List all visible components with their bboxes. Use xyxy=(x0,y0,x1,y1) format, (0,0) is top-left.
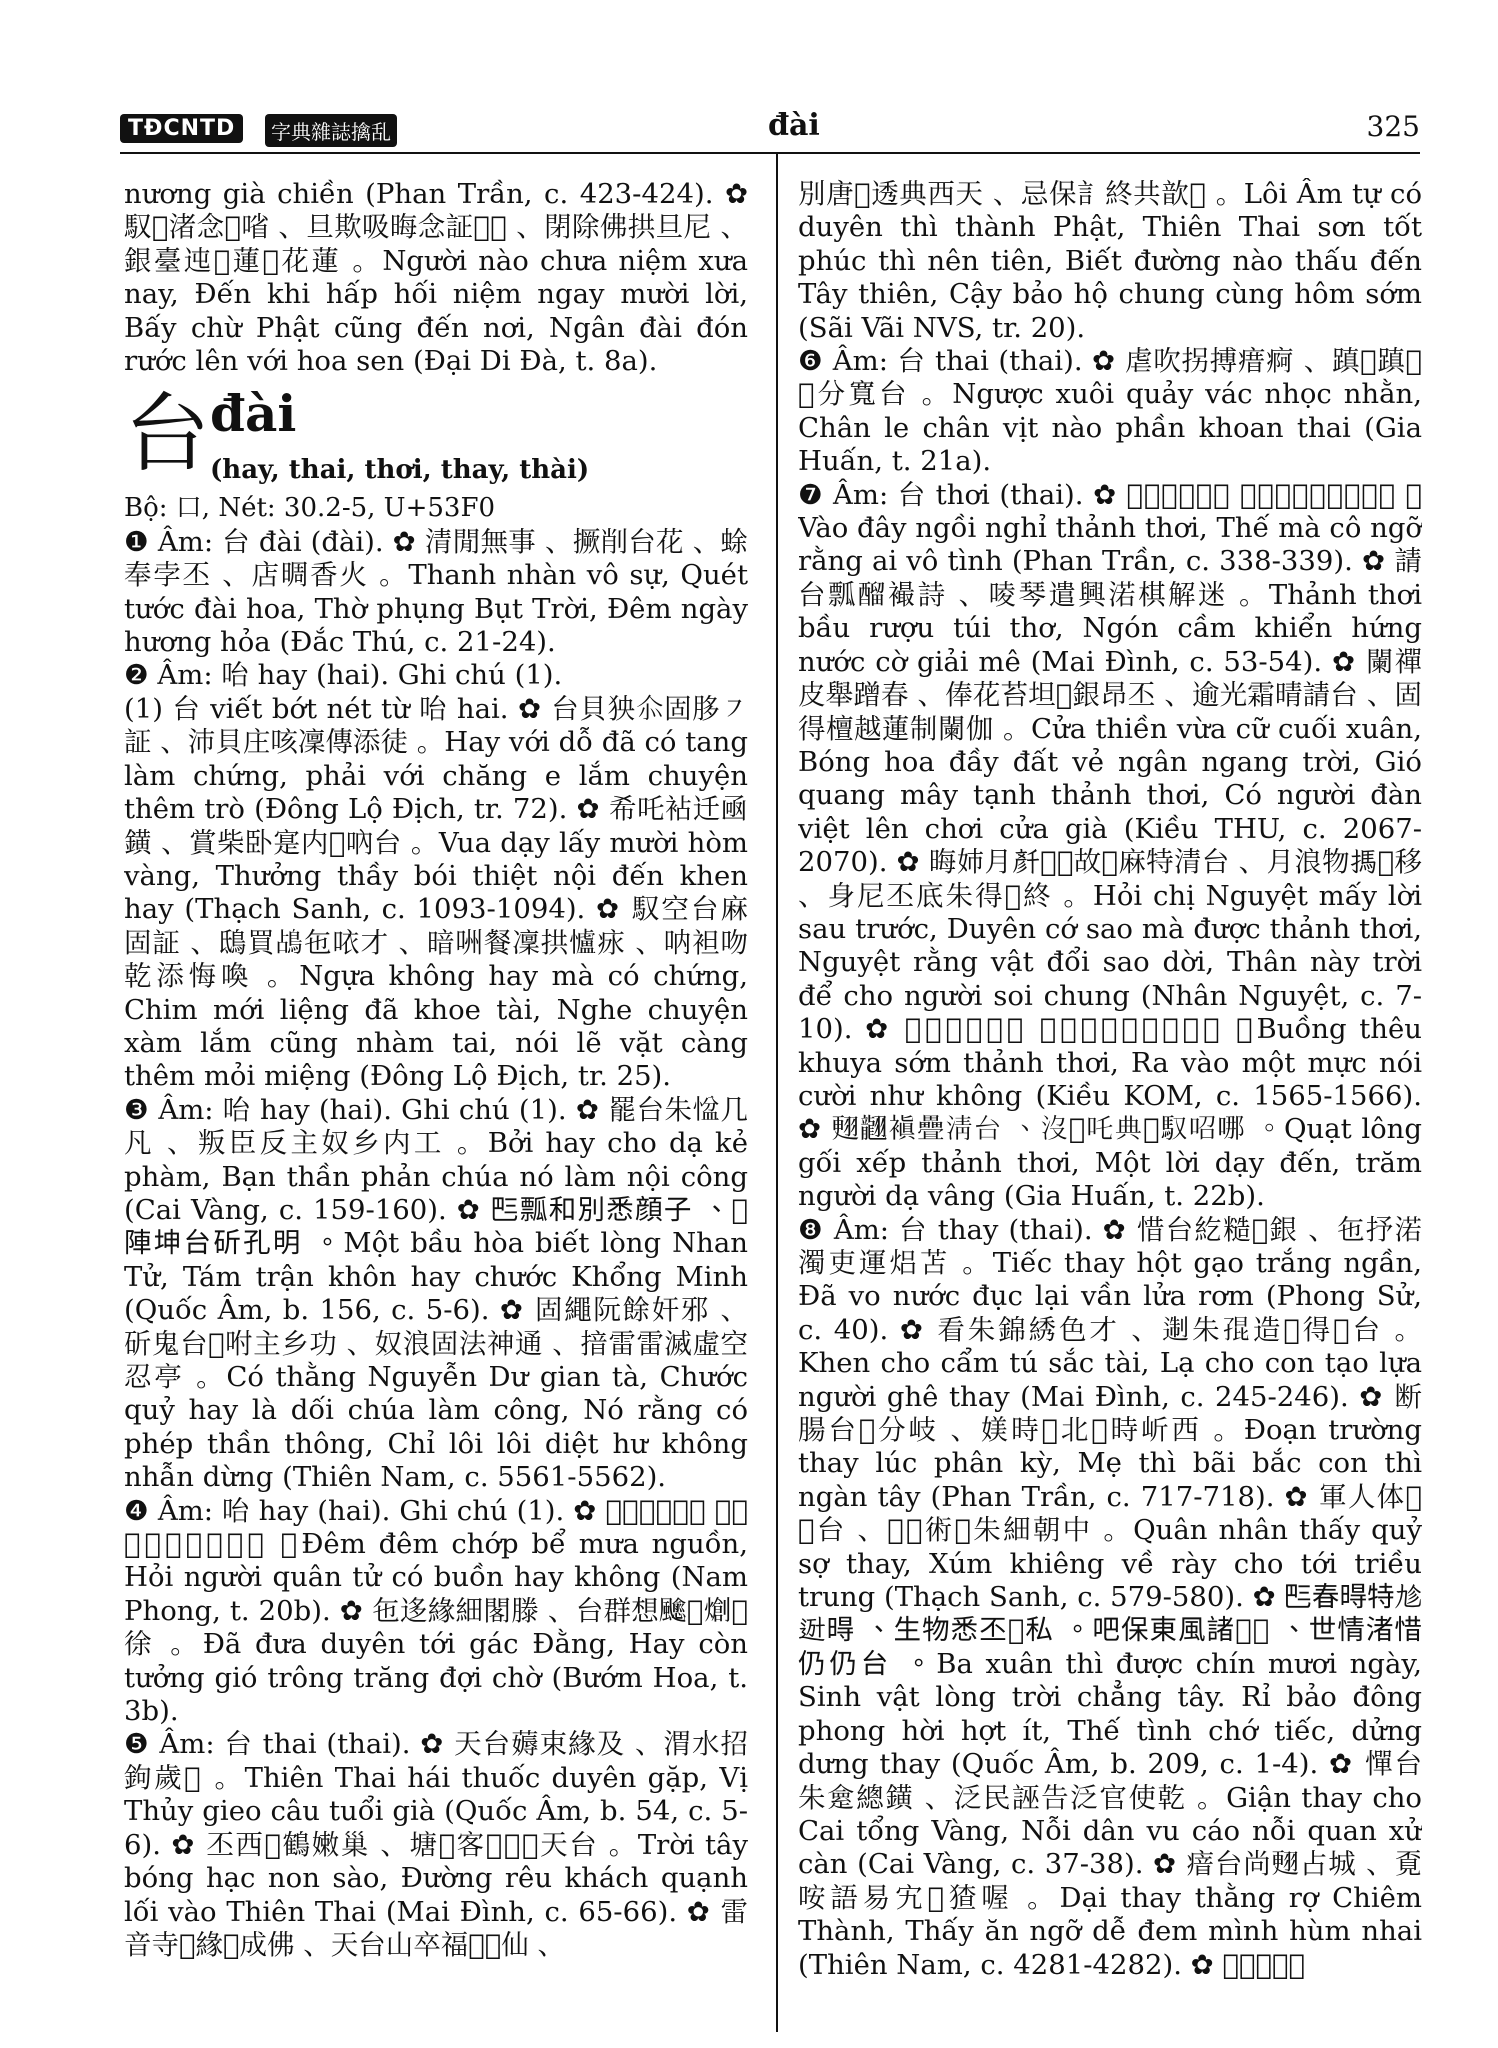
sense-5-continued: 別唐𢂎透典西天 、忌保訁終共歆𣋚 。Lôi Âm tự có duyên thì thành Phật, Thiên Thai sơn tốt phúc thì nên tiên, Biết đường nào thấu đến Tây thiên, Cậy bảo hộ chung cùng hôm sớm (Sãi Vãi NVS, tr. 20). xyxy=(798,178,1422,344)
note-1: (1) 台 viết bớt nét từ 咍 hai. ✿ 台貝㹧𠇍固䏧㇇証 、沛貝庄咳凜傳添徒 。Hay với dỗ đã có tang làm chứng, phải với chăng e lắm chuyện thêm trò (Đông Lộ Địch, tr. 72). ✿ 希吒袩迁凾鐄 、賞柴卧寔内𠌨吶台 。Vua dạy lấy mười hòm vàng, Thưởng thầy bói thiệt nội đến khen hay (Thạch Sanh, c. 1093-1094). ✿ 馭空台麻固証 、鴟買𪀄㐌𠲖才 、暗㖄餐凜拱𢥈㽷 、呐袒吻乾添悔喚 。Ngựa không hay mà có chứng, Chim mới liệng đã khoe tài, Nghe chuyện xàm lắm cũng nhàm tai, nói lẽ vặt càng thêm mỏi miệng (Đông Lộ Địch, tr. 25). xyxy=(124,692,748,1093)
journal-logo: 字典雜誌擒乱 xyxy=(265,114,397,147)
sense-2: ❷ Âm: 咍 hay (hai). Ghi chú (1). xyxy=(124,659,563,692)
sense-3: ❸ Âm: 咍 hay (hai). Ghi chú (1). ✿ 罷台朱𢞂几凡 、叛臣反主奴乡内工 。Bởi hay cho dạ kẻ phàm, Bạn thần phản chúa nó làm nội công (Cai Vàng, c. 159-160). ✿ 𠀧瓢和別悉顔子 、𠸗陣坤台斫孔明 。Một bầu hòa biết lòng Nhan Tử, Tám trận khôn hay chước Khổng Minh (Quốc Âm, b. 156, c. 5-6). ✿ 固繩阮餘奸邪 、斫鬼台𢀭咐主乡功 、奴浪固法神通 、揞雷雷滅虛空忍亭 。Có thằng Nguyễn Dư gian tà, Chước quỷ hay là dối chúa làm công, Nó rằng có phép thần thông, Chỉ lôi lôi diệt hư không nhẫn dừng (Thiên Nam, c. 5561-5562). xyxy=(124,1093,748,1494)
running-headword: đài xyxy=(768,108,820,143)
left-column xyxy=(124,178,748,2038)
column-divider xyxy=(776,152,778,2032)
radical-info: Bộ: 口, Nét: 30.2-5, U+53F0 xyxy=(124,493,496,524)
sense-4: ❹ Âm: 咍 hay (hai). Ghi chú (1). ✿ 𣋁𣋁𩅹㴋湄源 、唉馭君子固悋台空 。Đêm đêm chớp bể mưa nguồn, Hỏi người quân tử có buồn hay không (Nam Phong, t. 20b). ✿ 㐌迻緣細閣滕 、台群想𩙍𩄲𤏬𥪝徐 。Đã đưa duyên tới gác Đằng, Hay còn tưởng gió trông trăng đợi chờ (Bướm Hoa, t. 3b). xyxy=(124,1494,748,1728)
entry-head xyxy=(124,384,748,492)
entry-headword: đài xyxy=(210,384,297,444)
publisher-logo: TĐCNTD xyxy=(120,114,243,143)
sense-6: ❻ Âm: 台 thai (thai). ✿ 虐吹拐搏瘄痾 、蹎𨇜蹎𨇔𢂎分寬台 。Ngược xuôi quảy vác nhọc nhằn, Chân le chân vịt nào phần khoan thai (Gia Huấn, t. 21a). xyxy=(798,345,1422,478)
header-rule xyxy=(120,152,1420,154)
page-header xyxy=(120,108,1420,148)
sense-8: ❽ Âm: 台 thay (thai). ✿ 惜台紇糙𥾽銀 、㐌抒渃濁吏運焒苫 。Tiếc thay hột gạo trắng ngần, Đã vo nước đục lại vần lửa rơm (Phong Sử, c. 40). ✿ 看朱錦綉色才 、𨔈朱𡥵造𢵰得𢜝台 。Khen cho cẩm tú sắc tài, Lạ cho con tạo lựa người ghê thay (Mai Đình, c. 245-246). ✿ 断腸台𣇞分岐 、媄時𠄩北𡥵時岓西 。Đoạn trường thay lúc phân kỳ, Mẹ thì bãi bắc con thì ngàn tây (Phan Trần, c. 717-718). ✿ 軍人体𠶀𢜝台 、𥱬𢜏術𤈜朱細朝中 。Quân nhân thấy quỷ sợ thay, Xúm khiêng về rày cho tới triều trung (Thạch Sanh, c. 579-580). ✿ 𠀧春𣈜特𠃩𨒒𣈜 、生物悉丕𢹣私 。吧保東風諸𢬣𠃣 、世情渚惜仍仍台 。Ba xuân thì được chín mươi ngày, Sinh vật lòng trời chẳng tây. Rỉ bảo đông phong hời hợt ít, Thế tình chớ tiếc, dửng dưng thay (Quốc Âm, b. 209, c. 1-4). ✿ 憚台朱𠍺總鐄 、泛民誣告泛官使乾 。Giận thay cho Cai tổng Vàng, Nỗi dân vu cáo nỗi quan xử càn (Cai Vàng, c. 37-38). ✿ 瘖台尚𦑃占城 、覔咹語易宄𠃅猹喔 。Dại thay thằng rợ Chiêm Thành, Thấy ăn ngỡ dễ đem mình hùm nhai (Thiên Nam, c. 4281-4282). ✿ 𨖲番台对山 xyxy=(798,1213,1422,1981)
sense-5: ❺ Âm: 台 thai (thai). ✿ 天台薅束緣及 、渭水招鉤歲𦓅 。Thiên Thai hái thuốc duyên gặp, Vị Thủy gieo câu tuổi già (Quốc Âm, b. 54, c. 5-6). ✿ 丕西𦎡鶴嫩巢 、塘𦹵客𡗉𣴓𠫾天台 。Trời tây bóng hạc non sào, Đường rêu khách quạnh lối vào Thiên Thai (Mai Đình, c. 65-66). ✿ 雷音寺𡊲緣𢀭成佛 、天台山卒福𢀭𥉫仙 、 xyxy=(124,1728,748,1961)
page-number: 325 xyxy=(1366,110,1420,143)
entry-character: 台 xyxy=(124,384,210,485)
continued-entry: nương già chiền (Phan Trần, c. 423-424). ✿ 馭𢂎渚念𢷀㗂 、旦欺吸晦念証𨑗𠻀 、閉除佛拱旦尼 、銀臺迍𨔈蓮𣴓花蓮 。Người nào chưa niệm xưa nay, Đến khi hấp hối niệm ngay mười lời, Bấy chừ Phật cũng đến nơi, Ngân đài đón rước lên với hoa sen (Đại Di Đà, t. 8a). xyxy=(124,178,748,378)
right-column xyxy=(798,178,1422,2038)
sense-1: ❶ Âm: 台 đài (đài). ✿ 清閒無事 、撅削台花 、蜍奉孛丕 、店晭香火 。Thanh nhàn vô sự, Quét tước đài hoa, Thờ phụng Bụt Trời, Đêm ngày hương hỏa (Đắc Thú, c. 21-24). xyxy=(124,525,748,659)
sense-7: ❼ Âm: 台 thơi (thai). ✿ 𠁀低𡎝𢘾清台 、㖝麻姑語浪埃無情 。Vào đây ngồi nghỉ thảnh thơi, Thế mà cô ngỡ rằng ai vô tình (Phan Trần, c. 338-339). ✿ 請台瓢𨢇襊詩 、㖫琴遣興渃棋解迷 。Thảnh thơi bầu rượu túi thơ, Ngón cầm khiển hứng nước cờ giải mê (Mai Đình, c. 53-54). ✿ 闌禪皮舉蹭春 、俸花苔坦𡫡銀昂丕 、逾光霜晴請台 、固得檀越蓮制闌伽 。Cửa thiền vừa cữ cuối xuân, Bóng hoa đầy đất vẻ ngân ngang trời, Gió quang mây tạnh thảnh thơi, Có người đàn việt lên chơi cửa già (Kiều THU, c. 2067-2070). ✿ 晦姉月𠦳𠰳𢚸故𡲤麻特清台 、月浪物𢲫𢼂移 、身尼丕底朱得𤏬終 。Hỏi chị Nguyệt mấy lời sau trước, Duyên cớ sao mà được thảnh thơi, Nguyệt rằng vật đổi sao dời, Thân này trời để cho người soi chung (Nhân Nguyệt, c. 7-10). ✿ 𨇉𦀊𩯀𩅹請台 、𠫾飲汶墨吶𠻀如空 。Buồng thêu khuya sớm thảnh thơi, Ra vào một mực nói cười như không (Kiều KOM, c. 1565-1566). ✿ 𦑃𦒮𧜖疊清台 、沒𠻀吒典𡗉馭𠰉哪 。Quạt lông gối xếp thảnh thơi, Một lời dạy đến, trăm người dạ vâng (Gia Huấn, t. 22b). xyxy=(798,478,1422,1213)
entry-alternate-readings: (hay, thai, thơi, thay, thài) xyxy=(210,455,590,486)
